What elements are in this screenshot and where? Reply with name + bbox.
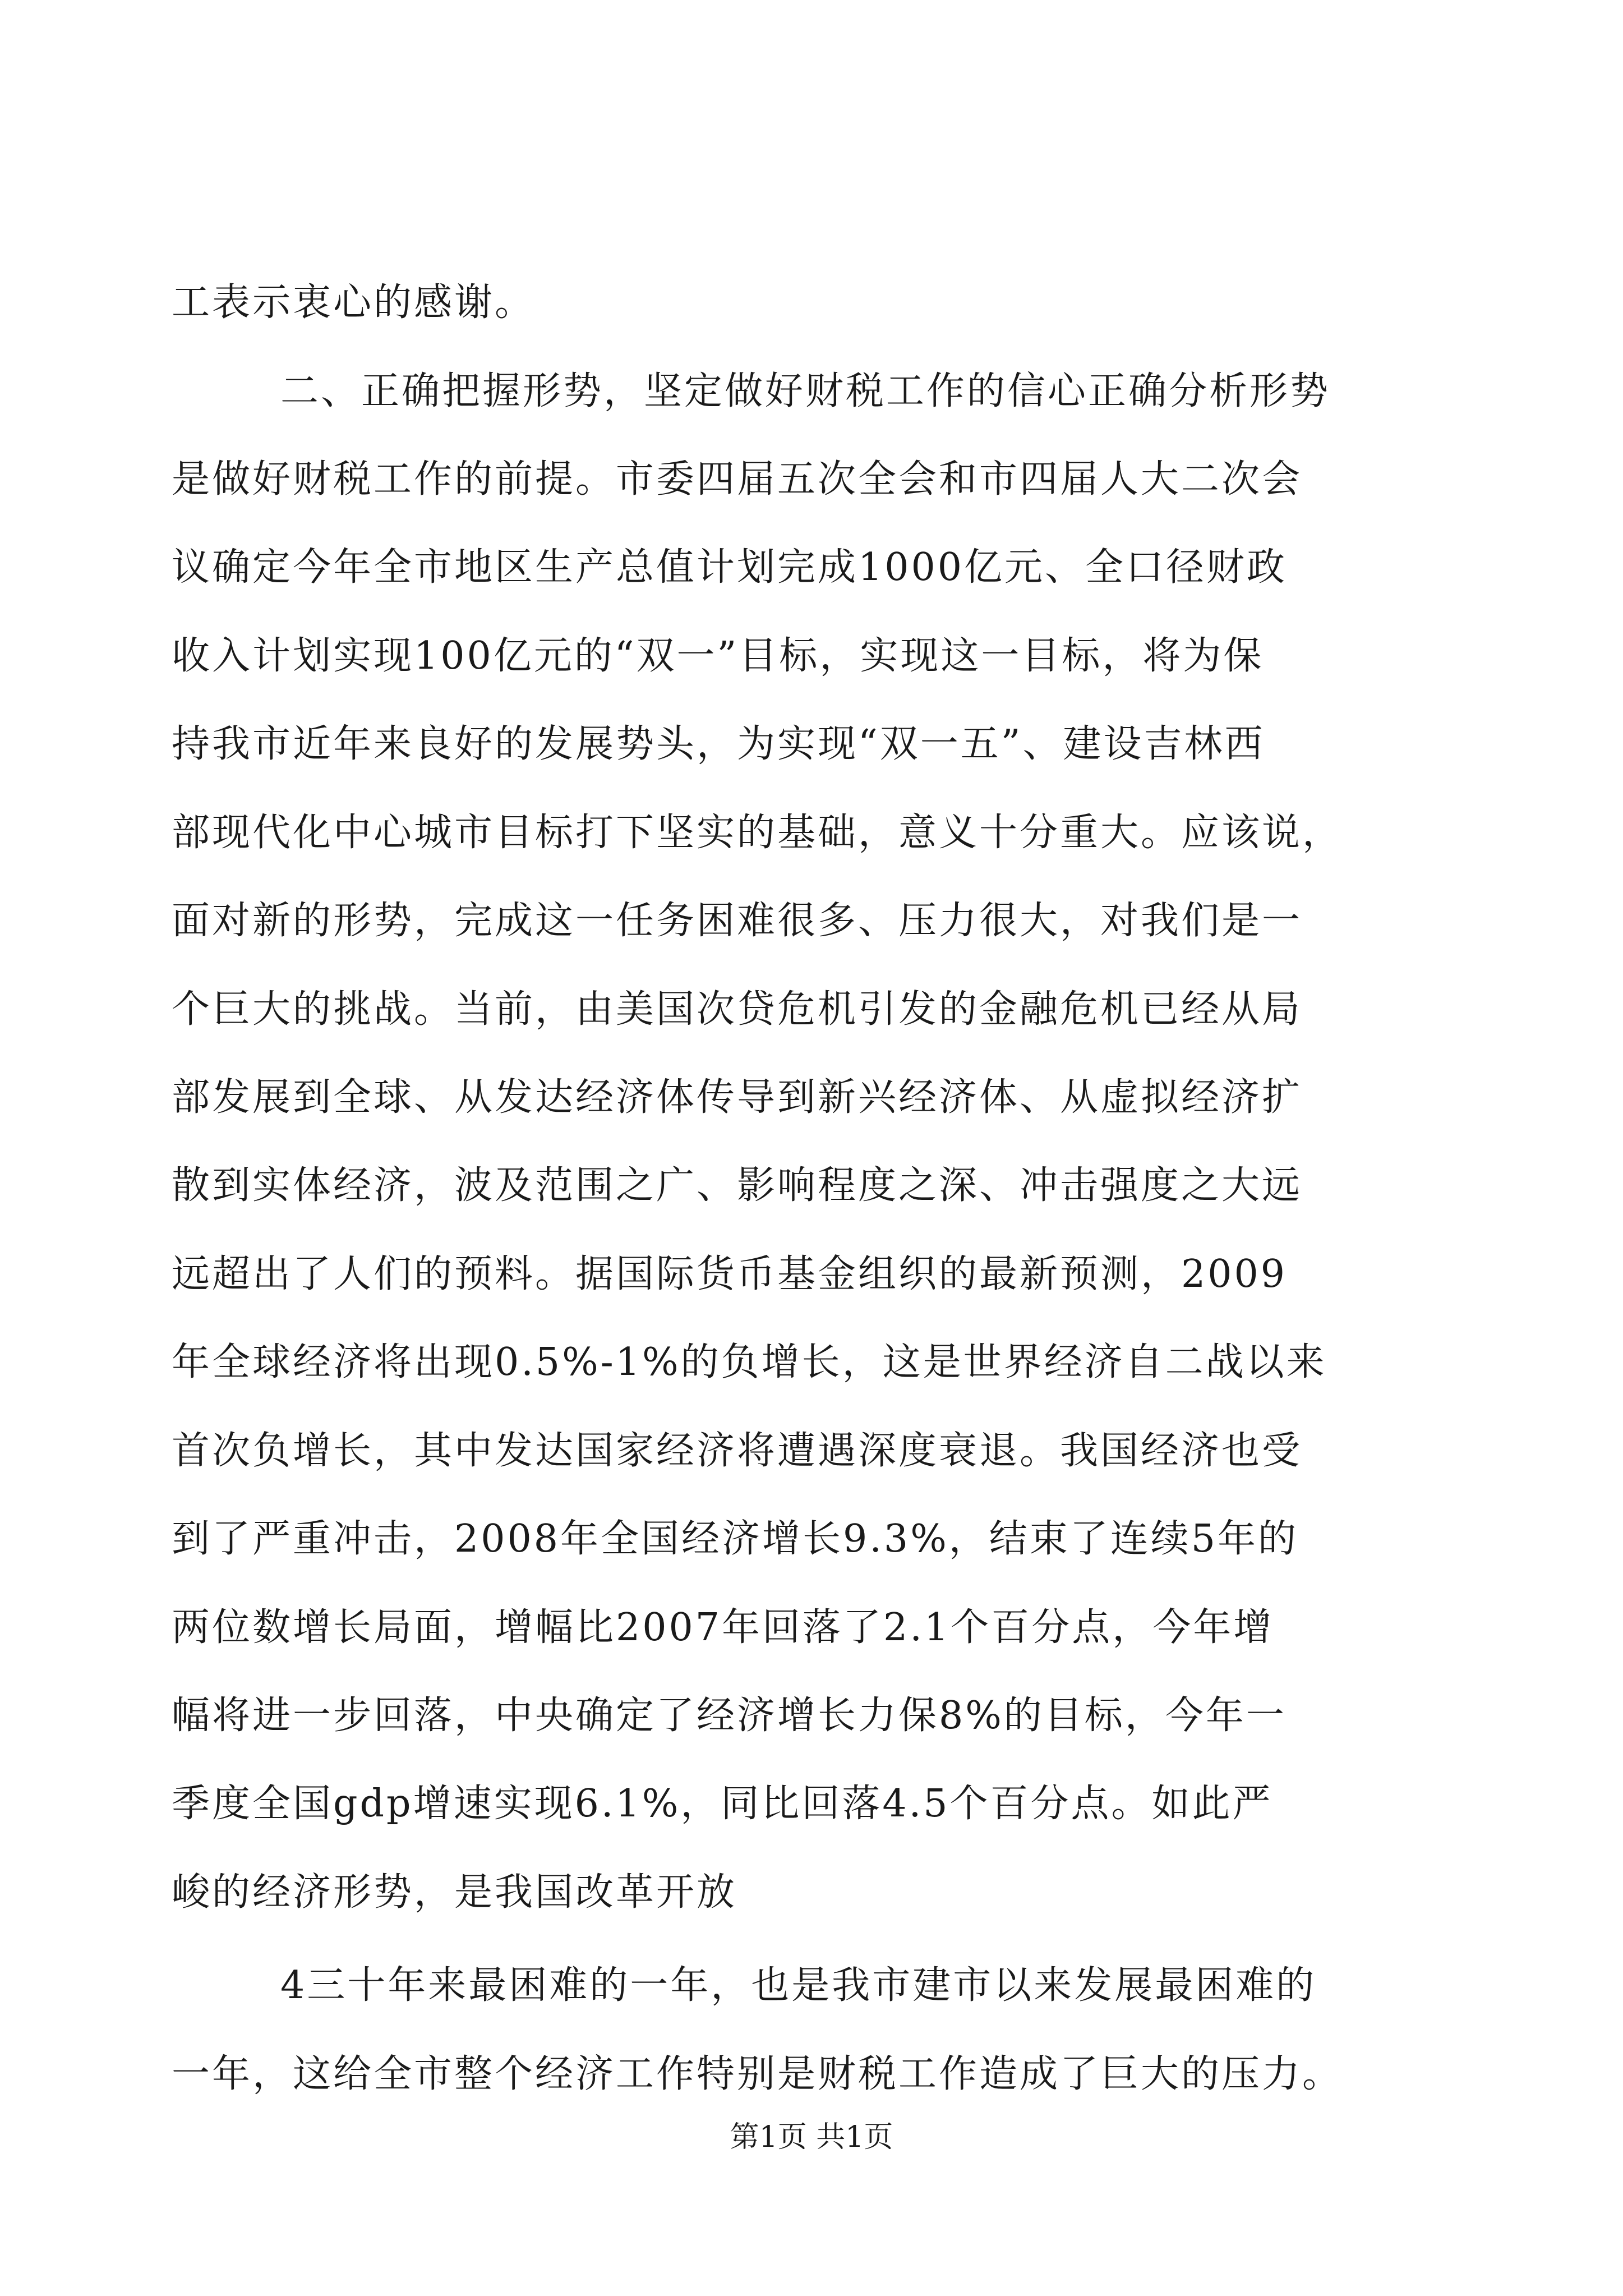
text-line: 首次负增长，其中发达国家经济将遭遇深度衰退。我国经济也受 bbox=[172, 1429, 1303, 1473]
text-line: 季度全国gdp增速实现6.1%，同比回落4.5个百分点。如此严 bbox=[172, 1782, 1273, 1826]
text-line: 幅将进一步回落，中央确定了经济增长力保8%的目标，今年一 bbox=[172, 1694, 1287, 1738]
text-line: 部现代化中心城市目标打下坚实的基础，意义十分重大。应该说， bbox=[172, 811, 1343, 855]
text-line: 年全球经济将出现0.5%-1%的负增长，这是世界经济自二战以来 bbox=[172, 1340, 1327, 1384]
text-line: 议确定今年全市地区生产总值计划完成1000亿元、全口径财政 bbox=[172, 545, 1288, 590]
text-line: 收入计划实现100亿元的“双一”目标，实现这一目标，将为保 bbox=[172, 634, 1264, 678]
text-line: 二、正确把握形势，坚定做好财税工作的信心正确分析形势 bbox=[280, 369, 1331, 413]
text-line: 到了严重冲击，2008年全国经济增长9.3%，结束了连续5年的 bbox=[172, 1517, 1299, 1561]
text-line: 持我市近年来良好的发展势头，为实现“双一五”、建设吉林西 bbox=[172, 722, 1265, 766]
text-line: 两位数增长局面，增幅比2007年回落了2.1个百分点，今年增 bbox=[172, 1605, 1274, 1650]
text-line: 是做好财税工作的前提。市委四届五次全会和市四届人大二次会 bbox=[172, 457, 1303, 501]
page-footer: 第1页 共1页 bbox=[730, 2120, 893, 2154]
text-line: 部发展到全球、从发达经济体传导到新兴经济体、从虚拟经济扩 bbox=[172, 1075, 1303, 1120]
text-line: 面对新的形势，完成这一任务困难很多、压力很大，对我们是一 bbox=[172, 899, 1303, 943]
text-line: 远超出了人们的预料。据国际货币基金组织的最新预测，2009 bbox=[172, 1252, 1288, 1296]
text-line: 一年，这给全市整个经济工作特别是财税工作造成了巨大的压力。 bbox=[172, 2052, 1343, 2096]
text-line: 散到实体经济，波及范围之广、影响程度之深、冲击强度之大远 bbox=[172, 1163, 1303, 1208]
text-line: 个巨大的挑战。当前，由美国次贷危机引发的金融危机已经从局 bbox=[172, 987, 1303, 1032]
text-line: 工表示衷心的感谢。 bbox=[172, 280, 536, 325]
text-line: 4三十年来最困难的一年，也是我市建市以来发展最困难的 bbox=[280, 1963, 1317, 2008]
text-line: 峻的经济形势，是我国改革开放 bbox=[172, 1870, 737, 1915]
